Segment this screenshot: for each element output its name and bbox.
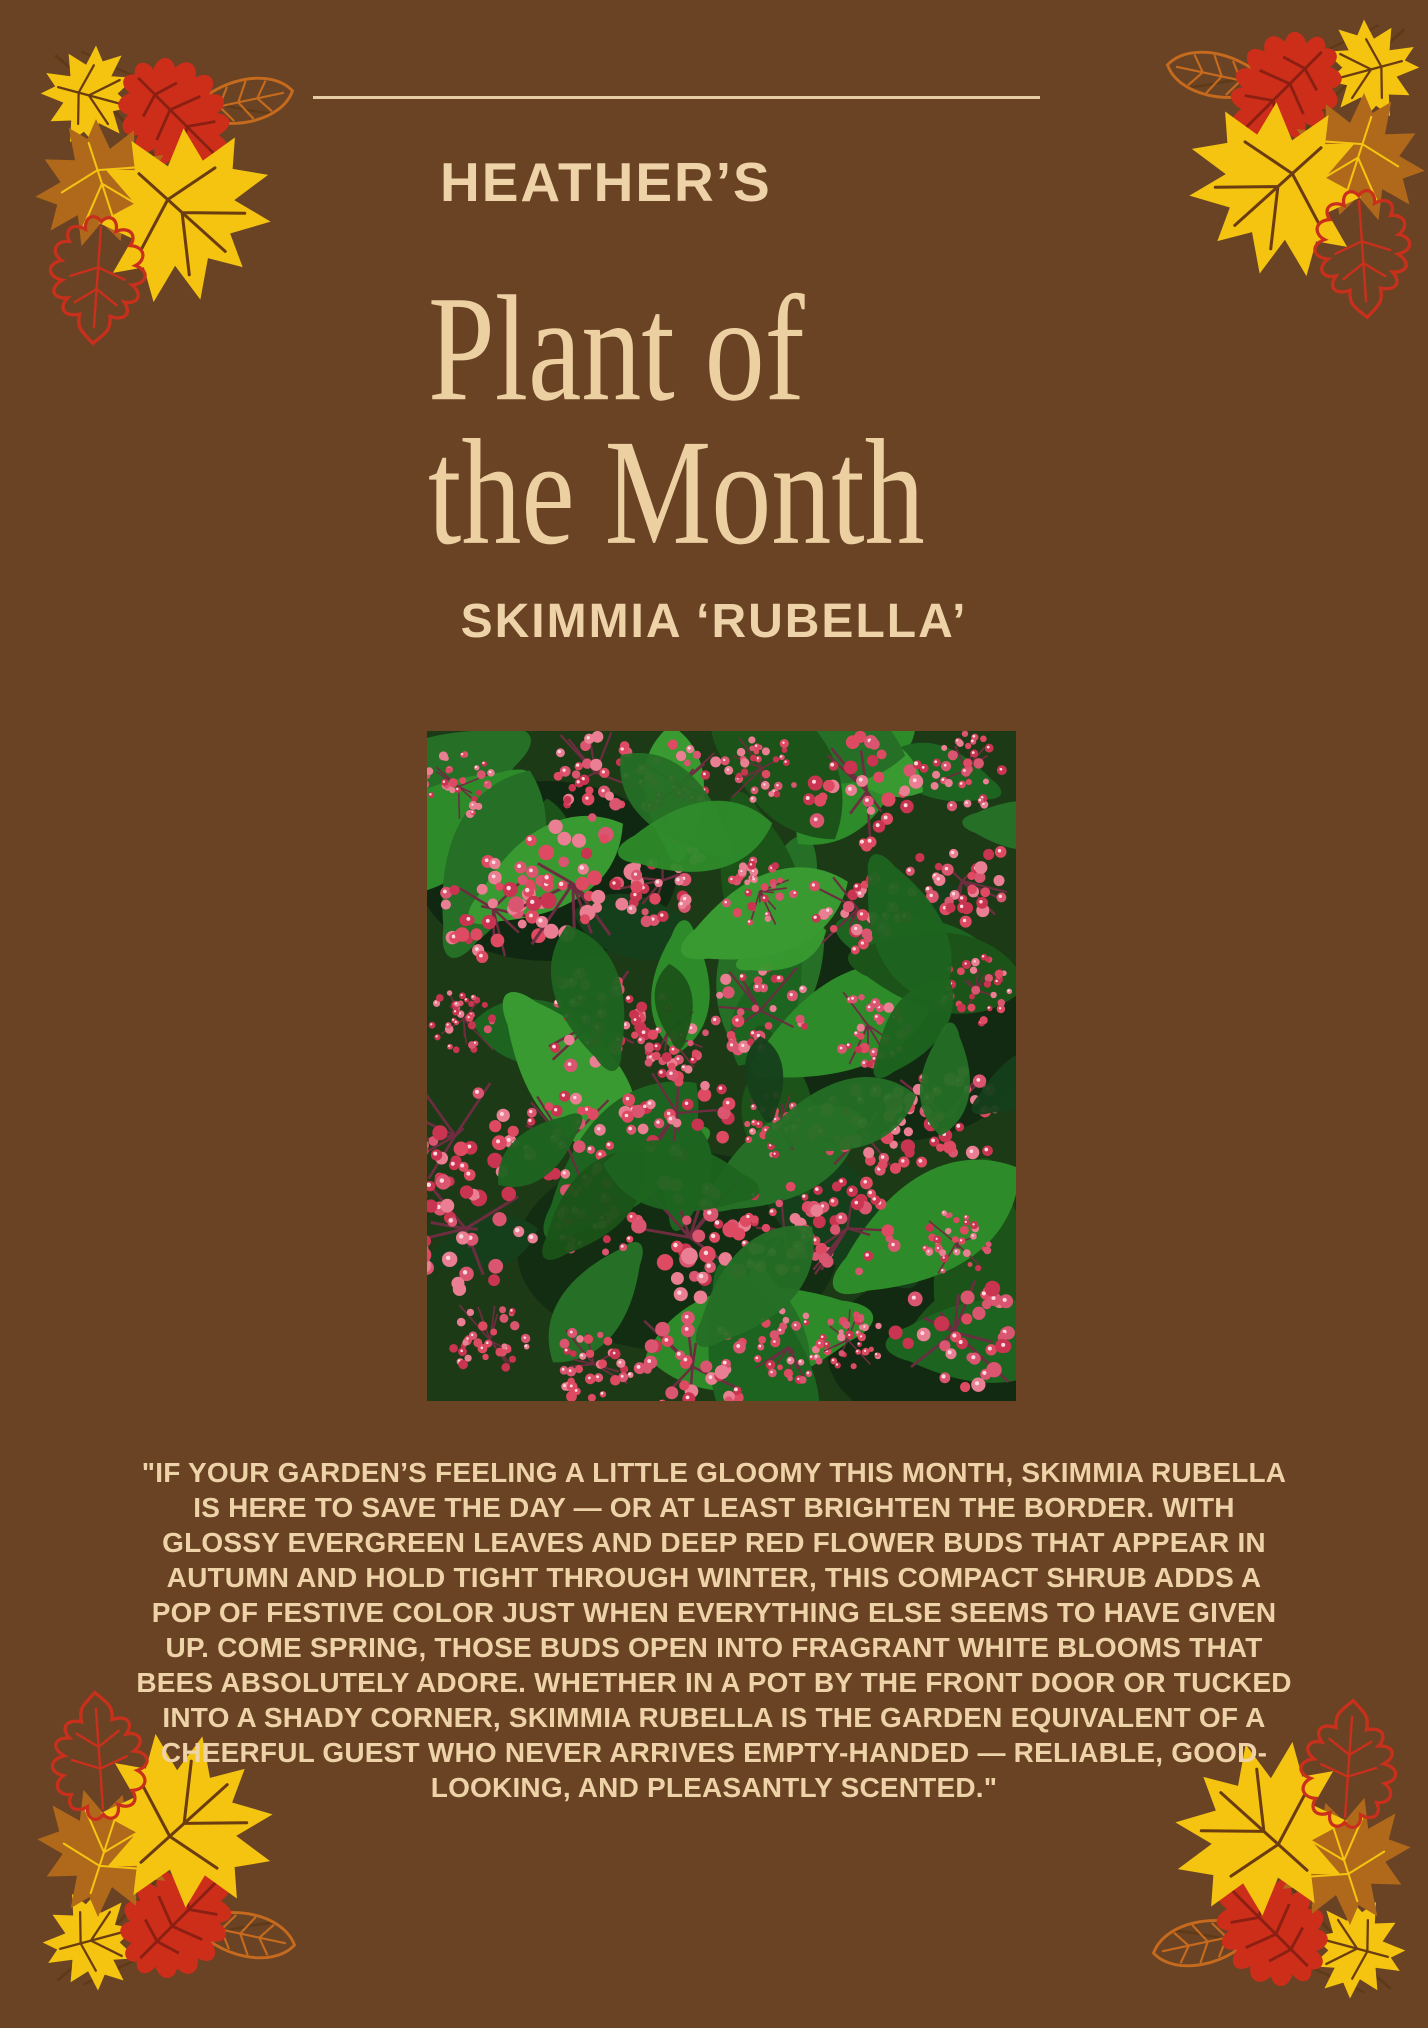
header-divider-line	[313, 96, 1040, 99]
skimmia-rubella-photo-art	[427, 731, 1016, 1401]
plant-description-quote: "IF YOUR GARDEN’S FEELING A LITTLE GLOOMY THIS MONTH, SKIMMIA RUBELLA IS HERE TO SAVE THE DAY — OR AT LEAST BRIGHTEN THE BORDER. WITH GLOSSY EVERGREEN LEAVES AND DEEP RED FLOWER BUDS THAT APPEAR IN AUTUMN AND HOLD TIGHT THROUGH WINTER, THIS COMPACT SHRUB ADDS A POP OF FESTIVE COLOR JUST WHEN EVERYTHING ELSE SEEMS TO HAVE GIVEN UP. COME SPRING, THOSE BUDS OPEN INTO FRAGRANT WHITE BLOOMS THAT BEES ABSOLUTELY ADORE. WHETHER IN A POT BY THE FRONT DOOR OR TUCKED INTO A SHADY CORNER, SKIMMIA RUBELLA IS THE GARDEN EQUIVALENT OF A CHEERFUL GUEST WHO NEVER ARRIVES EMPTY-HANDED — RELIABLE, GOOD-LOOKING, AND PLEASANTLY SCENTED."	[136, 1457, 1292, 1803]
skimmia-rubella-photo	[427, 731, 1016, 1401]
page-title	[428, 264, 925, 576]
autumn-leaves-icon-top-right	[1140, 4, 1428, 325]
page-title-line-1: Plant of	[428, 264, 805, 432]
autumn-leaves-icon-top-left	[28, 30, 320, 351]
page-title-line-2: the Month	[428, 408, 925, 576]
plant-name-heading: SKIMMIA ‘RUBELLA’	[460, 595, 968, 648]
brand-heading: HEATHER’S	[440, 151, 772, 213]
